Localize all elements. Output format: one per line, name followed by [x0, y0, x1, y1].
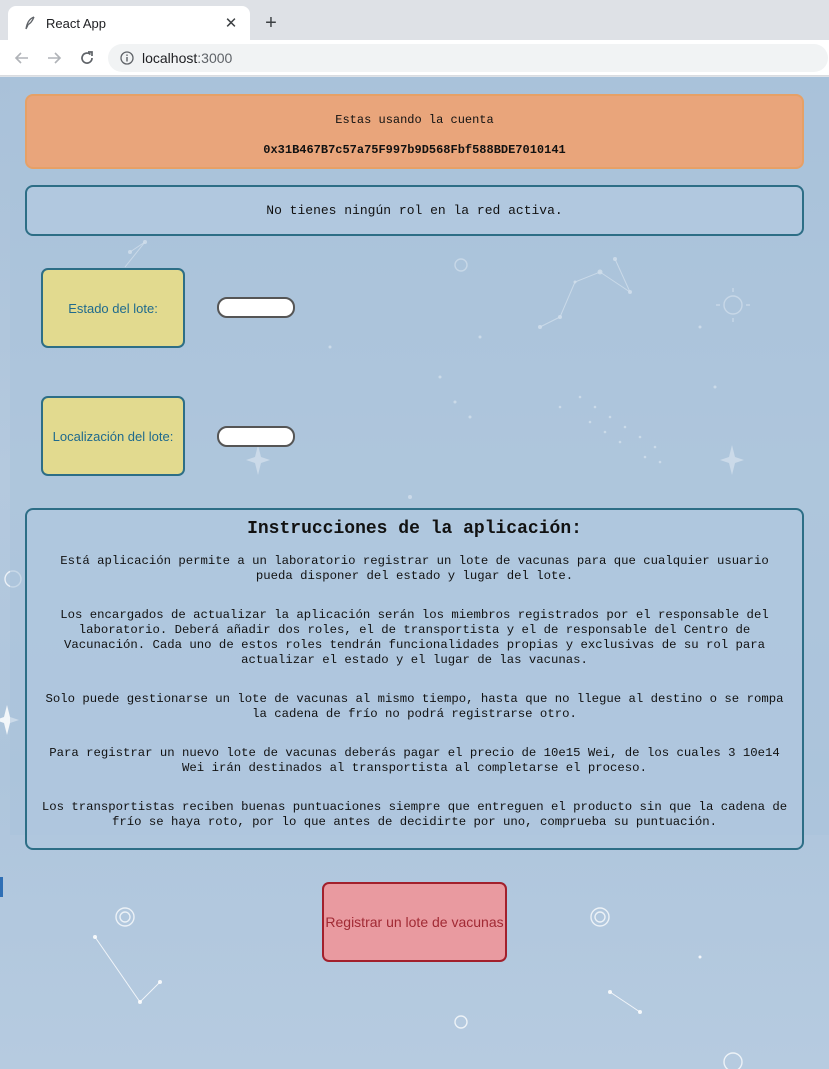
feather-icon: [22, 15, 38, 31]
estado-input[interactable]: [217, 297, 295, 318]
plus-icon[interactable]: +: [265, 11, 277, 34]
back-arrow-icon[interactable]: [10, 46, 34, 70]
url-port: :3000: [197, 50, 233, 66]
localizacion-input[interactable]: [217, 426, 295, 447]
address-bar[interactable]: [108, 44, 828, 72]
instructions-paragraph: Los encargados de actualizar la aplicación serán los miembros registrados por el responsable del laboratorio. Deberá añadir dos roles, el de transportista y el de responsable del Centro de Vacunación. Cada uno de estos roles tendrán funcionalidades propias y exclusivas de su rol para actualizar el estado y el lugar de las vacunas.: [60, 608, 769, 667]
instructions-title: Instrucciones de la aplicación:: [247, 519, 582, 539]
role-message: No tienes ningún rol en la red activa.: [25, 185, 804, 236]
account-box: [25, 94, 804, 169]
close-icon[interactable]: ✕: [224, 15, 238, 32]
instructions-paragraph: Los transportistas reciben buenas puntuaciones siempre que entreguen el producto sin que la cadena de frío se haya roto, por lo que antes de decidirte por uno, comprueba su puntuación.: [41, 800, 788, 829]
browser-tab[interactable]: [8, 6, 250, 40]
reload-icon[interactable]: [75, 46, 99, 70]
localizacion-label: Localización del lote:: [41, 396, 185, 476]
browser-toolbar: [0, 40, 829, 76]
tab-title: React App: [46, 15, 106, 31]
forward-arrow-icon[interactable]: [42, 46, 66, 70]
account-label: Estas usando la cuenta: [335, 113, 494, 127]
url-host: localhost: [142, 50, 198, 66]
instructions-box: [25, 508, 804, 850]
instructions-paragraph: Para registrar un nuevo lote de vacunas deberás pagar el precio de 10e15 Wei, de los cuales 3 10e14 Wei irán destinados al transportista al completarse el proceso.: [49, 746, 780, 775]
register-lote-button[interactable]: Registrar un lote de vacunas: [322, 882, 507, 962]
estado-label: Estado del lote:: [41, 268, 185, 348]
page-edge-marker: [0, 877, 3, 897]
page-viewport: [0, 77, 829, 1069]
browser-tabstrip: [0, 0, 829, 40]
account-address: 0x31B467B7c57a75F997b9D568Fbf588BDE7010141: [263, 143, 566, 157]
info-icon[interactable]: [120, 51, 134, 65]
instructions-paragraph: Está aplicación permite a un laboratorio registrar un lote de vacunas para que cualquier usuario pueda disponer del estado y lugar del lote.: [60, 554, 769, 583]
instructions-paragraph: Solo puede gestionarse un lote de vacunas al mismo tiempo, hasta que no llegue al destino o se rompa la cadena de frío no podrá registrarse otro.: [45, 692, 784, 721]
